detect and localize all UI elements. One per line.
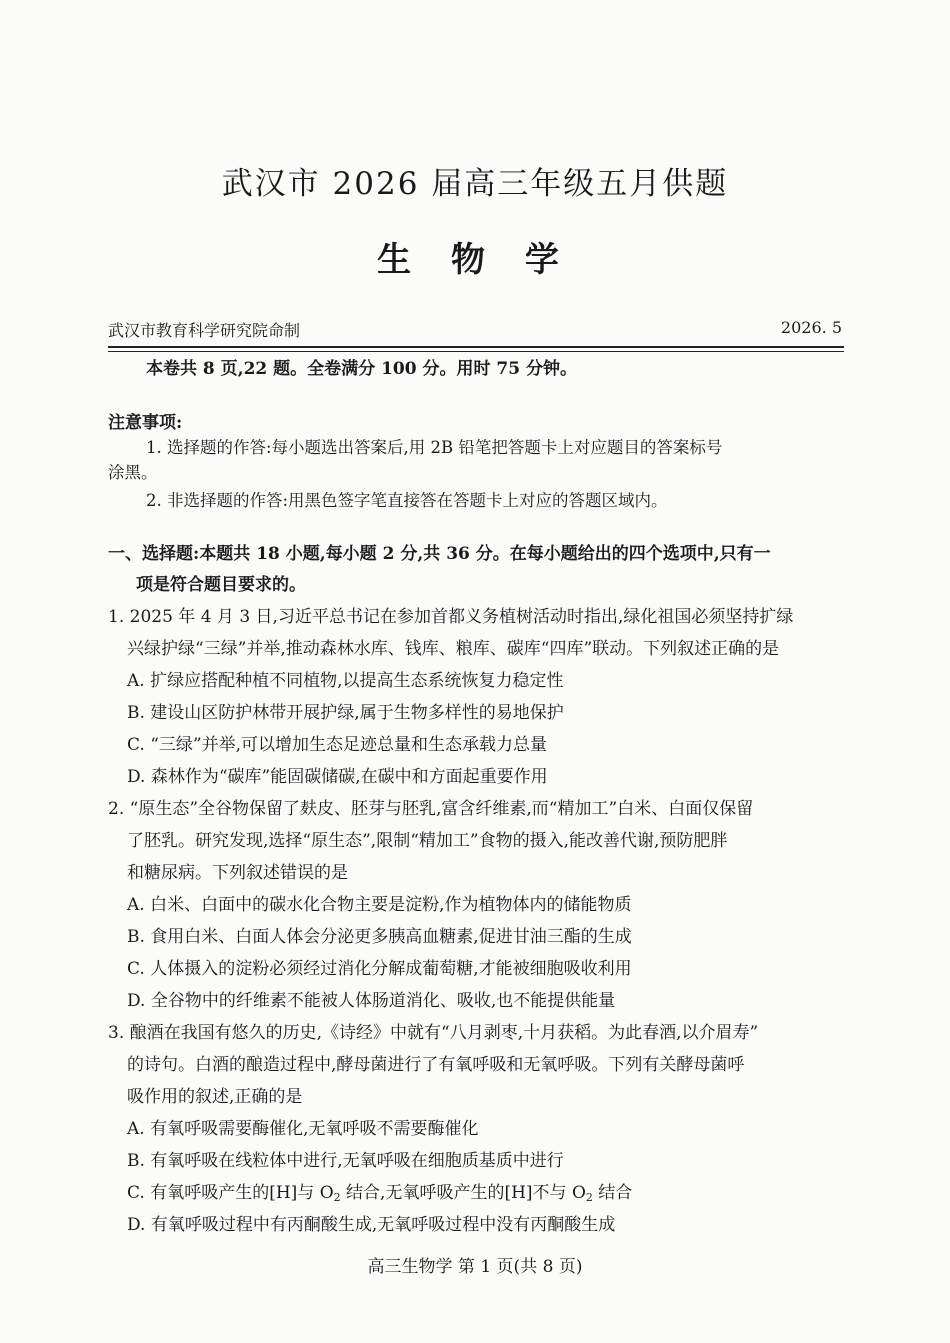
- q2-option-a: A. 白米、白面中的碳水化合物主要是淀粉,作为植物体内的储能物质: [127, 895, 632, 915]
- section-heading-line-1: 一、选择题:本题共 18 小题,每小题 2 分,共 36 分。在每小题给出的四个选项中,只有一: [108, 544, 771, 564]
- q3-stem-line-3: 吸作用的叙述,正确的是: [127, 1087, 303, 1107]
- q1-option-b: B. 建设山区防护林带开展护绿,属于生物多样性的易地保护: [127, 703, 564, 723]
- notes-heading: 注意事项:: [108, 413, 183, 433]
- header-rule-thin: [108, 351, 844, 352]
- section-heading-line-2: 项是符合题目要求的。: [136, 575, 306, 595]
- issuer: 武汉市教育科学研究院命制: [108, 321, 301, 340]
- q2-option-d: D. 全谷物中的纤维素不能被人体肠道消化、吸收,也不能提供能量: [127, 991, 616, 1011]
- exam-info: 本卷共 8 页,22 题。全卷满分 100 分。用时 75 分钟。: [146, 359, 577, 379]
- q3-option-b: B. 有氧呼吸在线粒体中进行,无氧呼吸在细胞质基质中进行: [127, 1151, 564, 1171]
- q2-stem-line-3: 和糖尿病。下列叙述错误的是: [127, 863, 348, 883]
- q1-option-a: A. 扩绿应搭配种植不同植物,以提高生态系统恢复力稳定性: [127, 671, 564, 691]
- q2-option-c: C. 人体摄入的淀粉必须经过消化分解成葡萄糖,才能被细胞吸收利用: [127, 959, 632, 979]
- note-1-line-1: 1. 选择题的作答:每小题选出答案后,用 2B 铅笔把答题卡上对应题目的答案标号: [146, 438, 723, 457]
- q2-stem-line-1: 2. “原生态”全谷物保留了麸皮、胚芽与胚乳,富含纤维素,而“精加工”白米、白面仅保留: [108, 799, 754, 819]
- exam-subject: 生 物 学: [377, 240, 573, 280]
- q3-stem-line-1: 3. 酿酒在我国有悠久的历史,《诗经》中就有“八月剥枣,十月获稻。为此春酒,以介眉寿”: [108, 1023, 759, 1043]
- q3-option-c-part-3: 结合: [592, 1183, 633, 1203]
- exam-date: 2026. 5: [780, 318, 842, 337]
- header-rule-thick: [108, 346, 844, 348]
- note-1-line-2: 涂黑。: [108, 463, 158, 482]
- q3-option-d: D. 有氧呼吸过程中有丙酮酸生成,无氧呼吸过程中没有丙酮酸生成: [127, 1215, 616, 1235]
- q1-stem-line-1: 1. 2025 年 4 月 3 日,习近平总书记在参加首都义务植树活动时指出,绿化祖国必须坚持扩绿: [108, 607, 794, 627]
- q2-option-b: B. 食用白米、白面人体会分泌更多胰高血糖素,促进甘油三酯的生成: [127, 927, 632, 947]
- q3-option-c-subscript-2: 2: [585, 1191, 593, 1204]
- q3-option-c-part-1: C. 有氧呼吸产生的[H]与 O: [127, 1183, 334, 1203]
- note-2: 2. 非选择题的作答:用黑色签字笔直接答在答题卡上对应的答题区域内。: [146, 491, 668, 510]
- q2-stem-line-2: 了胚乳。研究发现,选择“原生态”,限制“精加工”食物的摄入,能改善代谢,预防肥胖: [127, 831, 728, 851]
- q1-option-d: D. 森林作为“碳库”能固碳储碳,在碳中和方面起重要作用: [127, 767, 548, 787]
- exam-title: 武汉市 2026 届高三年级五月供题: [221, 166, 729, 202]
- q3-stem-line-2: 的诗句。白酒的酿造过程中,酵母菌进行了有氧呼吸和无氧呼吸。下列有关酵母菌呼: [127, 1055, 745, 1075]
- q3-option-c-subscript-1: 2: [333, 1191, 341, 1204]
- q3-option-c: [127, 1182, 632, 1209]
- q1-option-c: C. “三绿”并举,可以增加生态足迹总量和生态承载力总量: [127, 735, 547, 755]
- q1-stem-line-2: 兴绿护绿“三绿”并举,推动森林水库、钱库、粮库、碳库“四库”联动。下列叙述正确的是: [127, 639, 780, 659]
- issuer-row: [108, 318, 842, 341]
- page-footer: 高三生物学 第 1 页(共 8 页): [367, 1257, 583, 1277]
- q3-option-a: A. 有氧呼吸需要酶催化,无氧呼吸不需要酶催化: [127, 1119, 479, 1139]
- q3-option-c-part-2: 结合,无氧呼吸产生的[H]不与 O: [340, 1183, 586, 1203]
